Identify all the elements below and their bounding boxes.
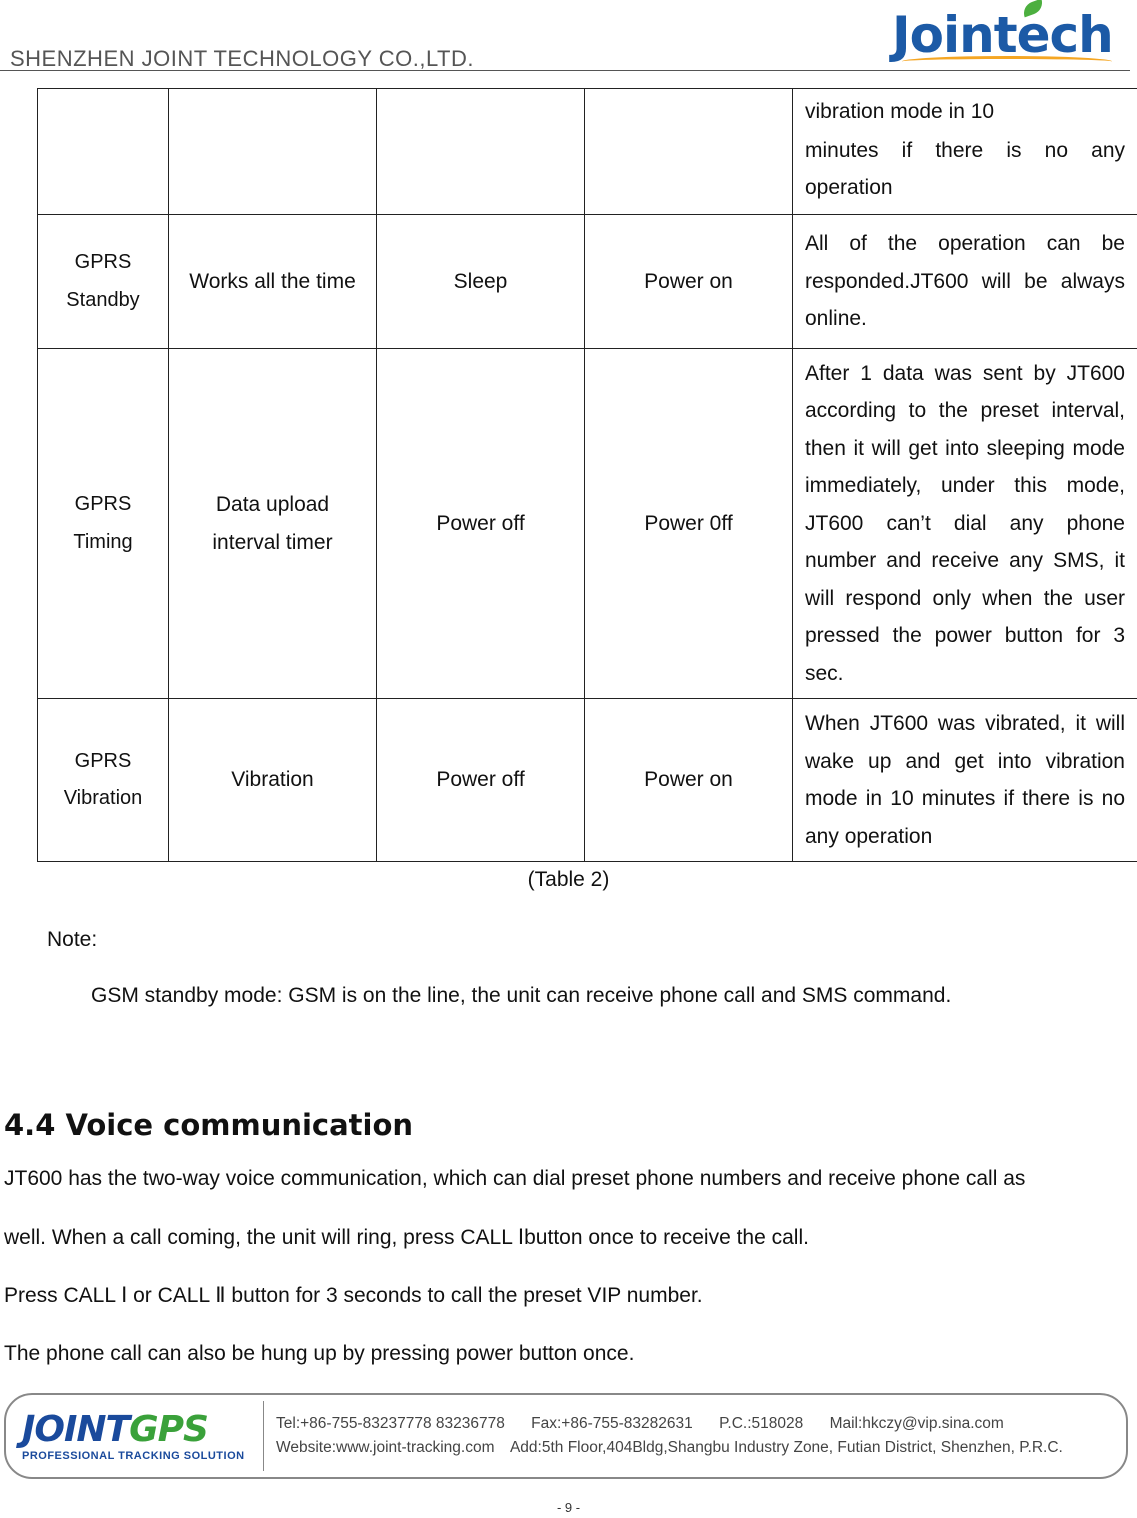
table-row xyxy=(38,699,1137,862)
description-line: minutes if there is no any operation xyxy=(805,139,1125,199)
table-cell xyxy=(585,89,793,215)
table-cell-description: After 1 data was sent by JT600 according to the preset interval, then it will get into sleeping mode immediately, under this mode, JT600 can’t dial any phone number and receive any SMS, it will respond only when the user pressed the power button for 3 sec. xyxy=(793,349,1137,699)
footer-address: Add:5th Floor,404Bldg,Shangbu Industry Zone, Futian District, Shenzhen, P.R.C. xyxy=(509,1439,1063,1456)
table-cell-gps: Data upload interval timer xyxy=(169,349,377,699)
logo-text: Jointech xyxy=(892,6,1113,64)
table-row xyxy=(38,215,1137,349)
footer-contact-line xyxy=(276,1415,1004,1433)
note-label: Note: xyxy=(47,928,98,951)
section-heading: 4.4 Voice communication xyxy=(4,1108,414,1142)
jointech-logo xyxy=(892,2,1122,68)
table-cell-description xyxy=(793,89,1137,215)
description-line: vibration mode in 10 xyxy=(805,100,995,123)
table-cell-gprs: Power on xyxy=(585,699,793,862)
footer-mail: Mail:hkczy@vip.sina.com xyxy=(829,1415,1004,1432)
table-caption: (Table 2) xyxy=(527,868,610,891)
header-divider xyxy=(0,70,1130,71)
table-row xyxy=(38,349,1137,699)
table-cell xyxy=(38,89,169,215)
footer-website: Website:www.joint-tracking.com xyxy=(276,1439,495,1456)
footer-divider xyxy=(263,1401,264,1471)
paragraph: The phone call can also be hung up by pressing power button once. xyxy=(4,1342,635,1365)
footer-postcode: P.C.:518028 xyxy=(719,1415,804,1432)
header-company-name: SHENZHEN JOINT TECHNOLOGY CO.,LTD. xyxy=(10,46,474,71)
table-cell-gps: Works all the time xyxy=(169,215,377,349)
working-mode-table xyxy=(37,88,1137,862)
table-cell-gprs: Power on xyxy=(585,215,793,349)
paragraph: JT600 has the two-way voice communication, which can dial preset phone numbers and receive phone call as xyxy=(4,1167,1026,1190)
table-cell-mode: GPRS Standby xyxy=(38,215,169,349)
footer-tel: Tel:+86-755-83237778 83236778 xyxy=(276,1415,505,1432)
brand-part-gps: GPS xyxy=(129,1409,208,1450)
table-cell xyxy=(377,89,585,215)
note-text: GSM standby mode: GSM is on the line, the unit can receive phone call and SMS command. xyxy=(91,984,952,1007)
table-cell-gsm: Power off xyxy=(377,699,585,862)
table-cell-gps: Vibration xyxy=(169,699,377,862)
paragraph: well. When a call coming, the unit will ring, press CALL Ⅰbutton once to receive the call. xyxy=(4,1226,809,1249)
table-row xyxy=(38,89,1137,215)
table-cell-gsm: Sleep xyxy=(377,215,585,349)
swoosh-icon xyxy=(902,56,1112,67)
paragraph: Press CALL Ⅰ or CALL Ⅱ button for 3 seconds to call the preset VIP number. xyxy=(4,1284,703,1307)
table-cell-mode: GPRS Vibration xyxy=(38,699,169,862)
table-cell-gsm: Power off xyxy=(377,349,585,699)
jointgps-logo xyxy=(22,1409,248,1465)
brand-tagline: PROFESSIONAL TRACKING SOLUTION xyxy=(22,1450,245,1462)
table-cell-description: All of the operation can be responded.JT600 will be always online. xyxy=(793,215,1137,349)
table-cell-gprs: Power 0ff xyxy=(585,349,793,699)
table-cell-description: When JT600 was vibrated, it will wake up and get into vibration mode in 10 minutes if there is no any operation xyxy=(793,699,1137,862)
table-cell xyxy=(169,89,377,215)
footer-banner xyxy=(4,1393,1128,1479)
page-number: - 9 - xyxy=(556,1500,581,1515)
footer-fax: Fax:+86-755-83282631 xyxy=(531,1415,693,1432)
footer-address-line xyxy=(276,1439,1063,1457)
brand-name xyxy=(22,1409,248,1450)
table-cell-mode: GPRS Timing xyxy=(38,349,169,699)
brand-part-joint: JOINT xyxy=(22,1409,130,1450)
